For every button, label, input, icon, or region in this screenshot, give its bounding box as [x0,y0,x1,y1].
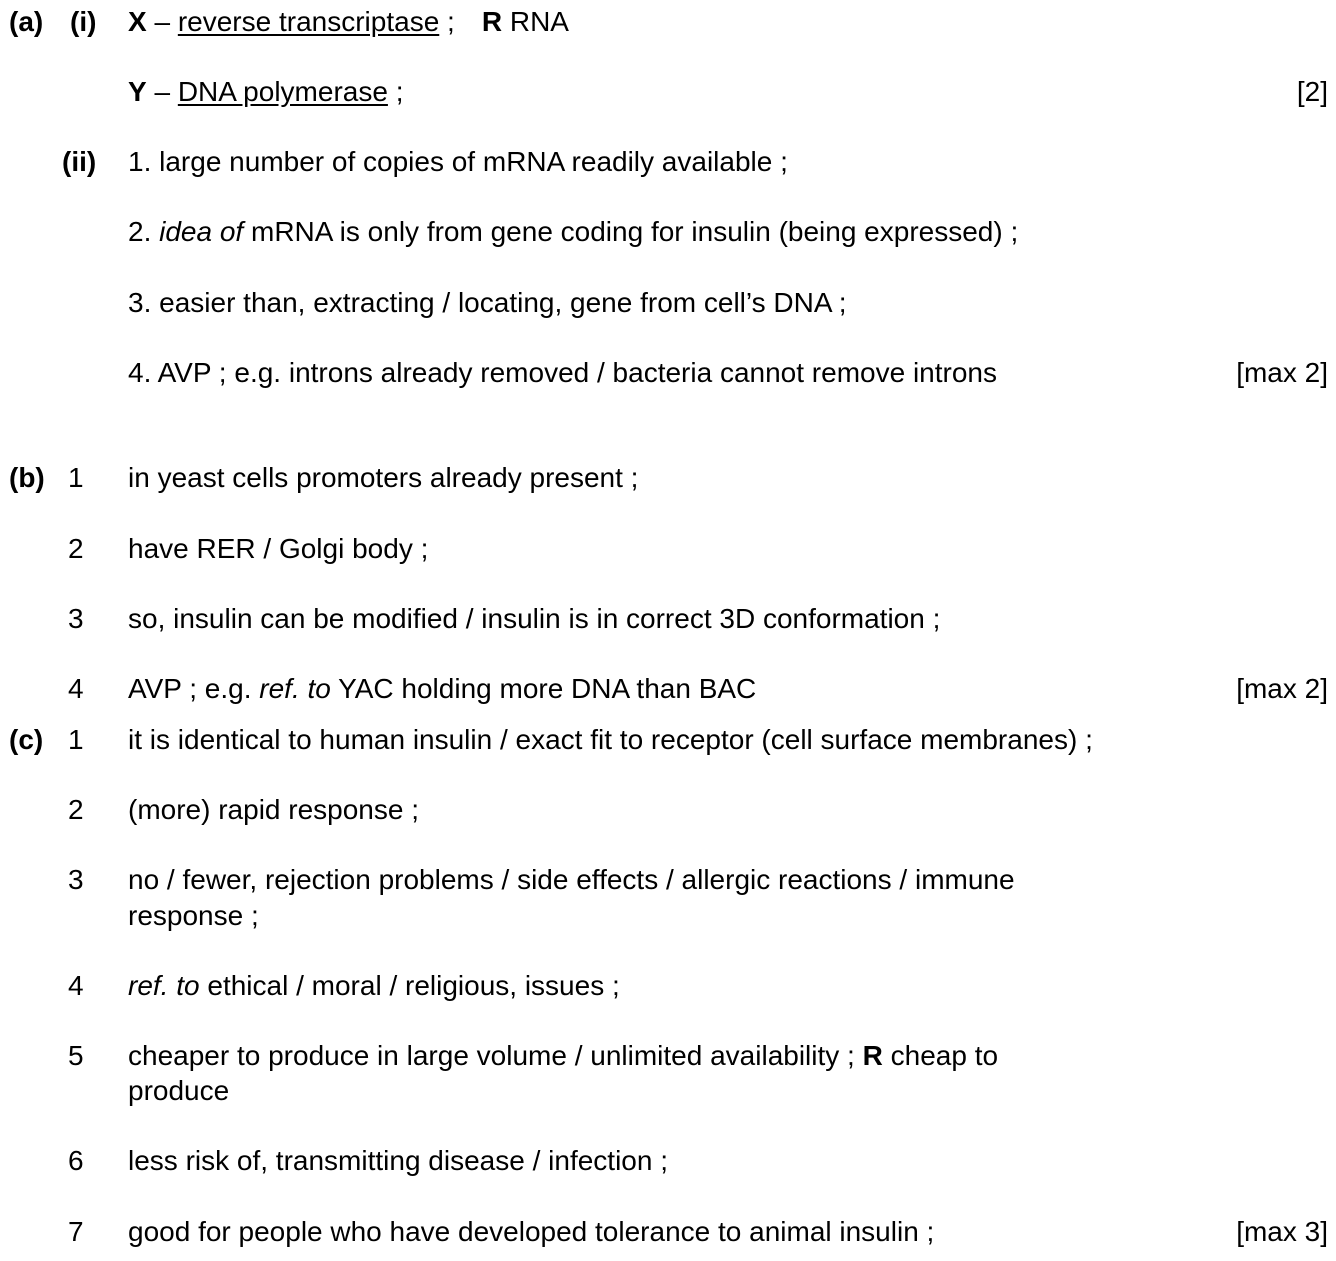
part-c-num-3: 3 [68,864,84,895]
point-4-post: ethical / moral / religious, issues ; [199,970,620,1001]
part-b-point-1: in yeast cells promoters already present ; [128,462,639,493]
part-c-mark: [max 3] [1236,1216,1328,1247]
part-a-ii-point-4: 4. AVP ; e.g. introns already removed / bacteria cannot remove introns [128,357,997,388]
point-4-pre: AVP ; e.g. [128,673,260,704]
part-c-num-1: 1 [68,724,84,755]
part-c-num-6: 6 [68,1145,84,1176]
part-c-point-6: less risk of, transmitting disease / infection ; [128,1145,668,1176]
reject-text: RNA [502,6,569,37]
part-b-num-4: 4 [68,673,84,704]
part-c-point-1: it is identical to human insulin / exact fit to receptor (cell surface membranes) ; [128,724,1093,755]
x-answer: reverse transcriptase [177,6,440,37]
part-a-ii-label: (ii) [62,146,97,177]
part-a-i-mark: [2] [1296,76,1328,107]
part-a-ii-point-2 [128,215,1018,249]
part-a-label: (a) [9,6,44,37]
part-b-num-3: 3 [68,603,84,634]
part-c-point-3-cont: response ; [128,900,259,931]
part-c-num-7: 7 [68,1216,84,1247]
part-b-label: (b) [9,462,45,493]
part-c-num-4: 4 [68,970,84,1001]
part-c-num-5: 5 [68,1040,84,1071]
part-c-point-3: no / fewer, rejection problems / side effects / allergic reactions / immune [128,864,1015,895]
part-a-i-line1 [128,5,569,39]
reject-label: R [481,6,503,37]
part-c-point-2: (more) rapid response ; [128,794,420,825]
part-b-mark: [max 2] [1236,673,1328,704]
part-b-point-2: have RER / Golgi body ; [128,533,429,564]
point-2-rest: mRNA is only from gene coding for insulin (being expressed) ; [243,216,1019,247]
point-2-num: 2. [128,216,160,247]
point-5-post: cheap to [882,1040,999,1071]
part-c-label: (c) [9,724,44,755]
part-b-num-1: 1 [68,462,84,493]
part-c-point-7: good for people who have developed tolerance to animal insulin ; [128,1216,935,1247]
part-c-point-5-cont: produce [128,1075,230,1106]
x-label: X [128,6,147,37]
part-a-ii-mark: [max 2] [1236,357,1328,388]
part-c-point-4 [128,969,620,1003]
x-separator: ; [439,6,455,37]
part-a-ii-point-3: 3. easier than, extracting / locating, gene from cell’s DNA ; [128,287,847,318]
y-dash: – [146,76,178,107]
point-5-pre: cheaper to produce in large volume / unlimited availability ; [128,1040,863,1071]
point-5-reject: R [862,1040,883,1071]
y-label: Y [128,76,147,107]
y-answer: DNA polymerase [177,76,388,107]
point-2-italic: idea of [159,216,244,247]
part-a-ii-point-1: 1. large number of copies of mRNA readily available ; [128,146,788,177]
point-4-post: YAC holding more DNA than BAC [330,673,757,704]
y-separator: ; [387,76,404,107]
part-b-num-2: 2 [68,533,84,564]
point-4-italic: ref. to [259,673,331,704]
part-b-point-4 [128,672,756,706]
part-a-i-line2 [128,75,403,109]
point-4-italic: ref. to [128,970,200,1001]
part-c-point-5 [128,1039,998,1073]
part-b-point-3: so, insulin can be modified / insulin is in correct 3D conformation ; [128,603,941,634]
x-dash: – [146,6,178,37]
part-a-i-label: (i) [70,6,97,37]
part-c-num-2: 2 [68,794,84,825]
